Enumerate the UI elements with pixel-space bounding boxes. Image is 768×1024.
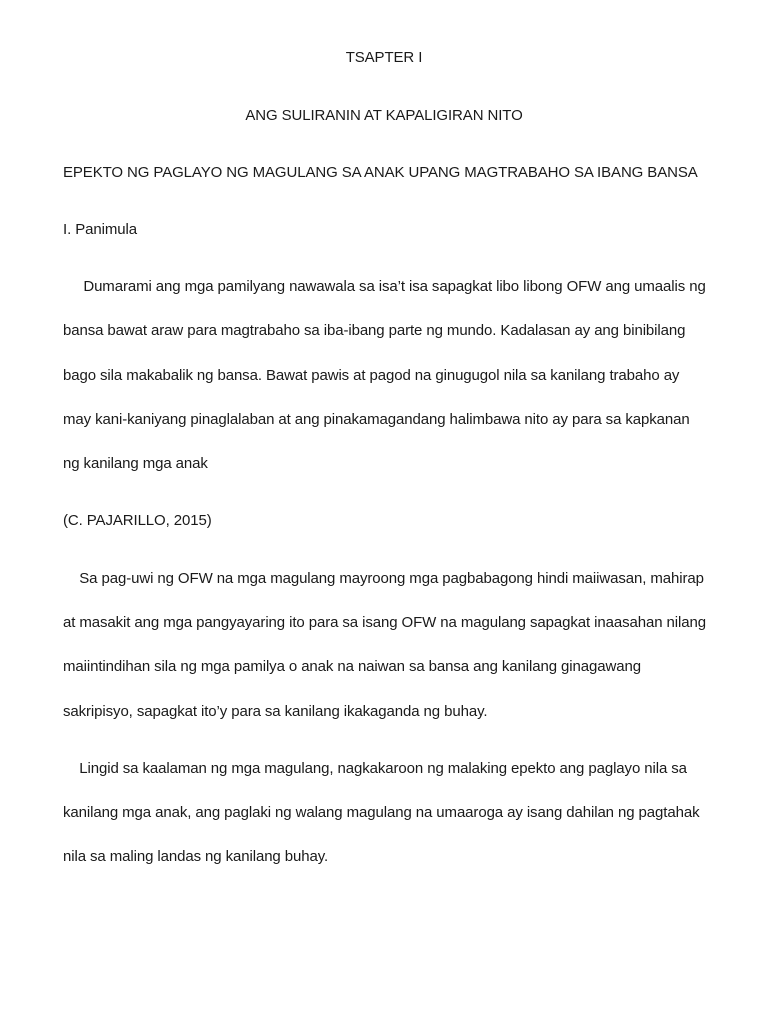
paragraph-line: Lingid sa kaalaman ng mga magulang, nagkakaroon ng malaking epekto ang paglayo nila sa: [63, 760, 687, 777]
paragraph-line: at masakit ang mga pangyayaring ito para sa isang OFW na magulang sapagkat inaasahan nilang: [63, 614, 706, 631]
paragraph-line: sakripisyo, sapagkat ito’y para sa kanilang ikakaganda ng buhay.: [63, 703, 488, 720]
paragraph-line: nila sa maling landas ng kanilang buhay.: [63, 848, 329, 865]
problem-heading: ANG SULIRANIN AT KAPALIGIRAN NITO: [245, 107, 523, 124]
citation: (C. PAJARILLO, 2015): [63, 512, 212, 529]
document-title: EPEKTO NG PAGLAYO NG MAGULANG SA ANAK UPANG MAGTRABAHO SA IBANG BANSA: [63, 164, 698, 181]
paragraph-line: ng kanilang mga anak: [63, 455, 208, 472]
paragraph-line: bago sila makabalik ng bansa. Bawat pawis at pagod na ginugugol nila sa kanilang trabaho ay: [63, 367, 680, 384]
paragraph-line: Dumarami ang mga pamilyang nawawala sa isa’t isa sapagkat libo libong OFW ang umaalis ng: [63, 278, 706, 295]
paragraph-line: bansa bawat araw para magtrabaho sa iba-ibang parte ng mundo. Kadalasan ay ang binibilang: [63, 322, 686, 339]
chapter-heading: TSAPTER I: [345, 49, 423, 66]
paragraph-line: may kani-kaniyang pinaglalaban at ang pinakamagandang halimbawa nito ay para sa kapkanan: [63, 411, 690, 428]
section-heading: I. Panimula: [63, 221, 137, 238]
paragraph-line: maiintindihan sila ng mga pamilya o anak na naiwan sa bansa ang kanilang ginagawang: [63, 658, 641, 675]
paragraph-line: kanilang mga anak, ang paglaki ng walang magulang na umaaroga ay isang dahilan ng pagtahak: [63, 804, 700, 821]
paragraph-line: Sa pag-uwi ng OFW na mga magulang mayroong mga pagbabagong hindi maiiwasan, mahirap: [63, 570, 704, 587]
